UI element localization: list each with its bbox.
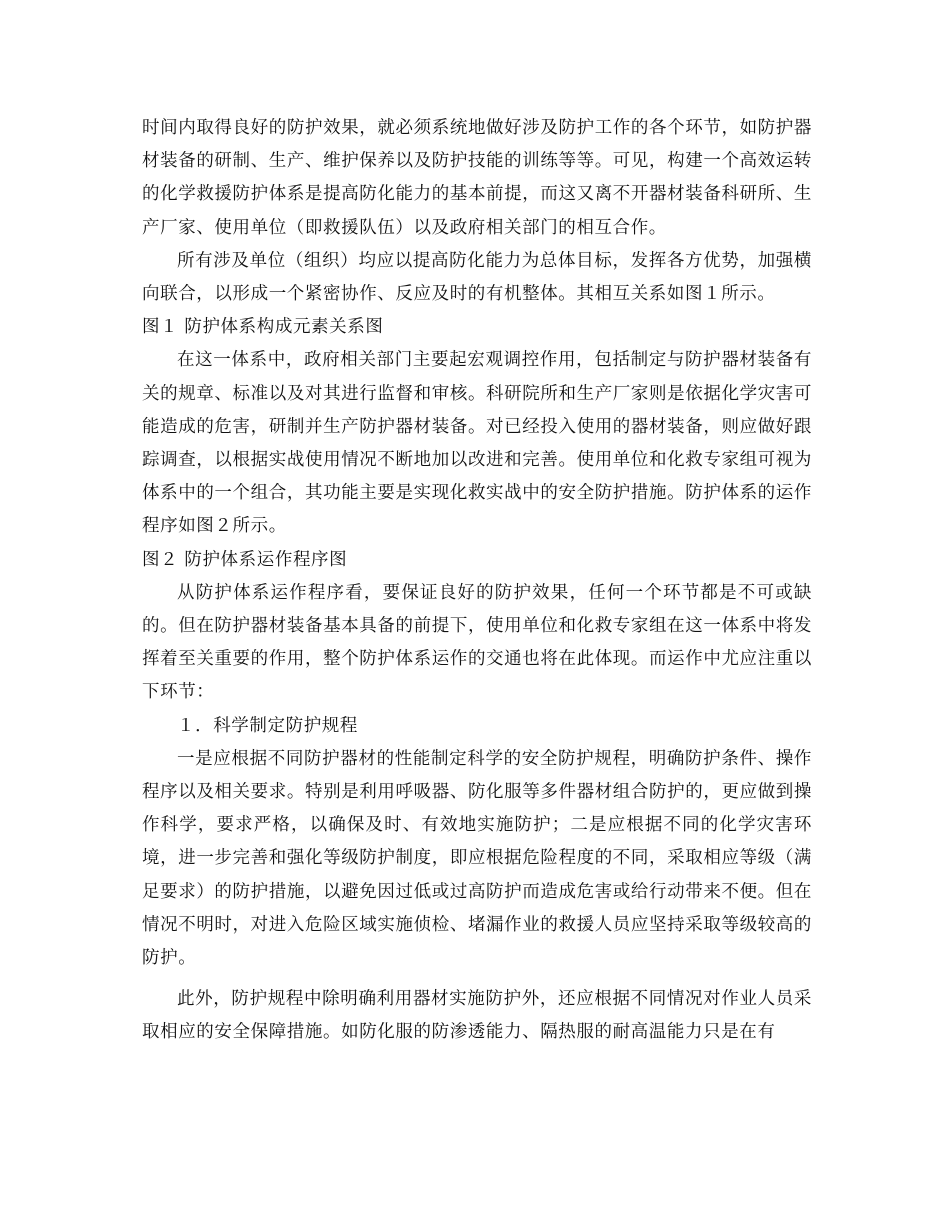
figure-caption-1: 图１ 防护体系构成元素关系图 — [142, 317, 384, 338]
figure-caption-2: 图２ 防护体系运作程序图 — [142, 549, 348, 570]
paragraph: 从防护体系运作程序看，要保证良好的防护效果，任何一个环节都是不可或缺的。但在防护器材装备基本具备的前提下，使用单位和化救专家组在这一体系中将发挥着至关重要的作用，整个防护体系运作的交通也将在此体现。而运作中尤应注重以下环节： — [142, 582, 812, 703]
section-heading: １．科学制定防护规程 — [177, 715, 358, 736]
paragraph-continuation: 时间内取得良好的防护效果，就必须系统地做好涉及防护工作的各个环节，如防护器材装备的研制、生产、维护保养以及防护技能的训练等等。可见，构建一个高效运转的化学救援防护体系是提高防化能力的基本前提，而这又离不开器材装备科研所、生产厂家、使用单位（即救援队伍）以及政府相关部门的相互合作。 — [142, 118, 812, 238]
paragraph: 所有涉及单位（组织）均应以提高防化能力为总体目标，发挥各方优势，加强横向联合，以形成一个紧密协作、反应及时的有机整体。其相互关系如图１所示。 — [142, 250, 812, 305]
paragraph: 一是应根据不同防护器材的性能制定科学的安全防护规程，明确防护条件、操作程序以及相关要求。特别是利用呼吸器、防化服等多件器材组合防护的，更应做到操作科学，要求严格，以确保及时、有效地实施防护；二是应根据不同的化学灾害环境，进一步完善和强化等级防护制度，即应根据危险程度的不同，采取相应等级（满足要求）的防护措施，以避免因过低或过高防护而造成危害或给行动带来不便。但在情况不明时，对进入危险区域实施侦检、堵漏作业的救援人员应坚持采取等级较高的防护。 — [142, 748, 812, 969]
document-body — [142, 112, 812, 1050]
paragraph: 在这一体系中，政府相关部门主要起宏观调控作用，包括制定与防护器材装备有关的规章、标准以及对其进行监督和审核。科研院所和生产厂家则是依据化学灾害可能造成的危害，研制并生产防护器材装备。对已经投入使用的器材装备，则应做好跟踪调查，以根据实战使用情况不断地加以改进和完善。使用单位和化救专家组可视为体系中的一个组合，其功能主要是实现化救实战中的安全防护措施。防护体系的运作程序如图２所示。 — [142, 350, 812, 537]
paragraph: 此外，防护规程中除明确利用器材实施防护外，还应根据不同情况对作业人员采取相应的安全保障措施。如防化服的防渗透能力、隔热服的耐高温能力只是在有 — [142, 989, 812, 1043]
